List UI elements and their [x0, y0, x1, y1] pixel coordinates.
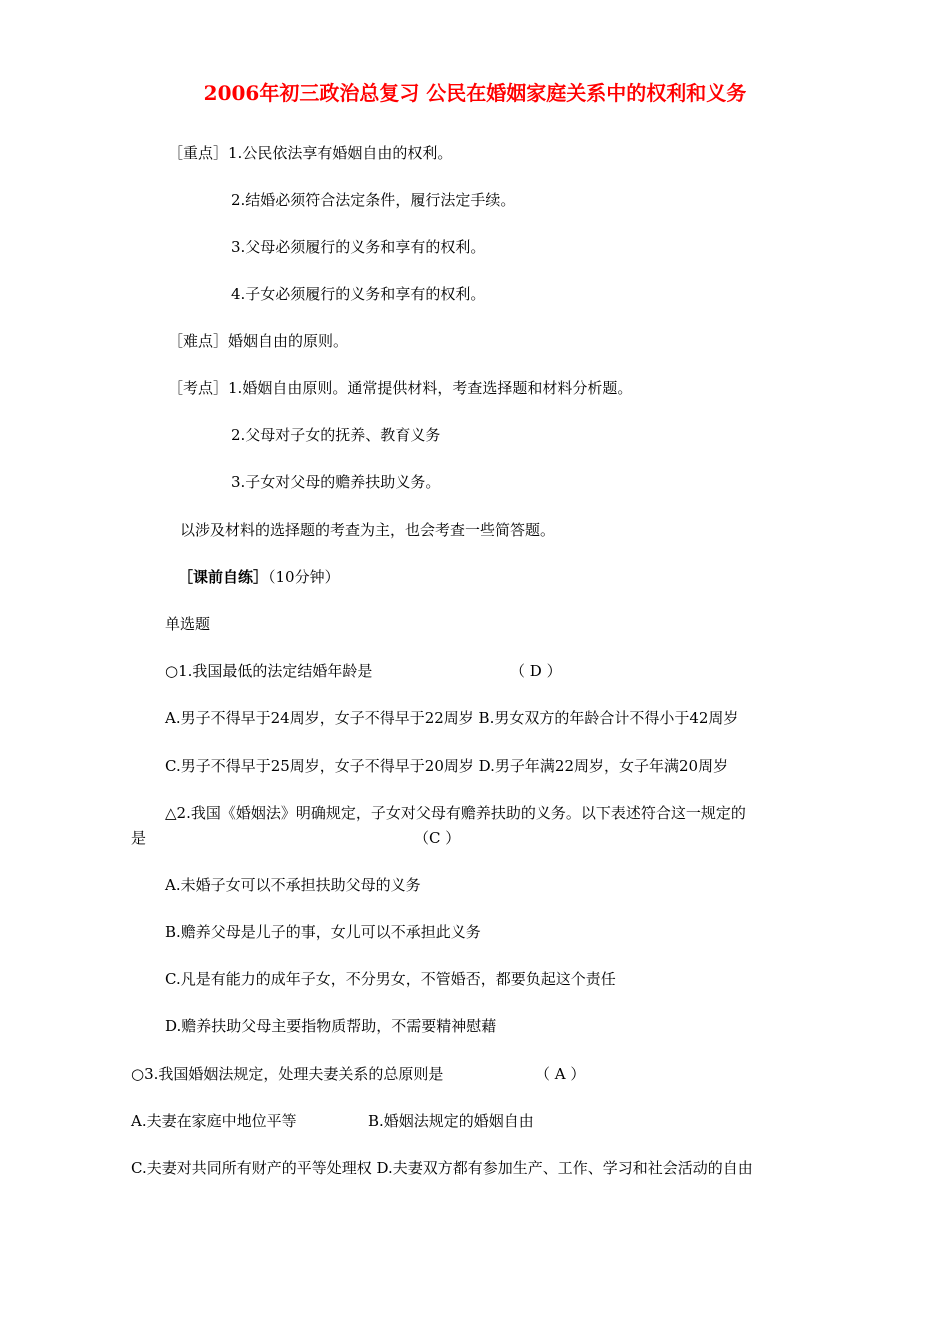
question-stem-continuation: 是 [131, 829, 147, 847]
keypoints-label: ［重点］ [168, 144, 229, 162]
difficulty-label: ［难点］ [168, 332, 229, 350]
question-option: B.赡养父母是儿子的事，女儿可以不承担此义务 [165, 923, 481, 941]
exam-point-item: 1.婚姻自由原则。通常提供材料，考查选择题和材料分析题。 [228, 379, 633, 397]
question-answer: （ D ） [510, 662, 562, 680]
question-option: C.夫妻对共同所有财产的平等处理权 D.夫妻双方都有参加生产、工作、学习和社会活动的自由 [131, 1159, 753, 1177]
exam-points-note: 以涉及材料的选择题的考查为主，也会考查一些简答题。 [180, 521, 556, 539]
exam-points-section [168, 378, 632, 398]
question-option: A.男子不得早于24周岁，女子不得早于22周岁 B.男女双方的年龄合计不得小于42周岁 [165, 709, 739, 727]
difficulty-section [168, 331, 348, 351]
question-option: C.凡是有能力的成年子女，不分男女，不管婚否，都要负起这个责任 [165, 970, 616, 988]
question-option: B.婚姻法规定的婚姻自由 [368, 1112, 534, 1130]
practice-label: ［课前自练］ [178, 568, 269, 586]
keypoint-item: 3.父母必须履行的义务和享有的权利。 [231, 238, 486, 256]
keypoints-section [168, 143, 452, 163]
question-option: A.未婚子女可以不承担扶助父母的义务 [165, 876, 421, 894]
document-title: 2006年初三政治总复习 公民在婚姻家庭关系中的权利和义务 [203, 81, 747, 105]
question-stem: △2.我国《婚姻法》明确规定，子女对父母有赡养扶助的义务。以下表述符合这一规定的 [165, 804, 746, 822]
question-option: C.男子不得早于25周岁，女子不得早于20周岁 D.男子年满22周岁，女子年满20周岁 [165, 757, 729, 775]
question-option: D.赡养扶助父母主要指物质帮助，不需要精神慰藉 [165, 1017, 497, 1035]
practice-time: （10分钟） [268, 568, 340, 586]
practice-heading [178, 567, 340, 587]
difficulty-text: 婚姻自由的原则。 [228, 332, 349, 350]
question-answer: （ A ） [535, 1065, 586, 1083]
exam-point-item: 2.父母对子女的抚养、教育义务 [231, 426, 441, 444]
question-stem: ○1.我国最低的法定结婚年龄是 [165, 662, 373, 680]
keypoint-item: 2.结婚必须符合法定条件，履行法定手续。 [231, 191, 516, 209]
question-answer: （C ） [414, 829, 461, 847]
question-type: 单选题 [165, 615, 211, 633]
keypoint-item: 4.子女必须履行的义务和享有的权利。 [231, 285, 486, 303]
exam-point-item: 3.子女对父母的赡养扶助义务。 [231, 473, 441, 491]
keypoint-item: 1.公民依法享有婚姻自由的权利。 [228, 144, 453, 162]
question-option: A.夫妻在家庭中地位平等 [131, 1112, 297, 1130]
exam-points-label: ［考点］ [168, 379, 229, 397]
question-stem: ○3.我国婚姻法规定，处理夫妻关系的总原则是 [131, 1065, 444, 1083]
